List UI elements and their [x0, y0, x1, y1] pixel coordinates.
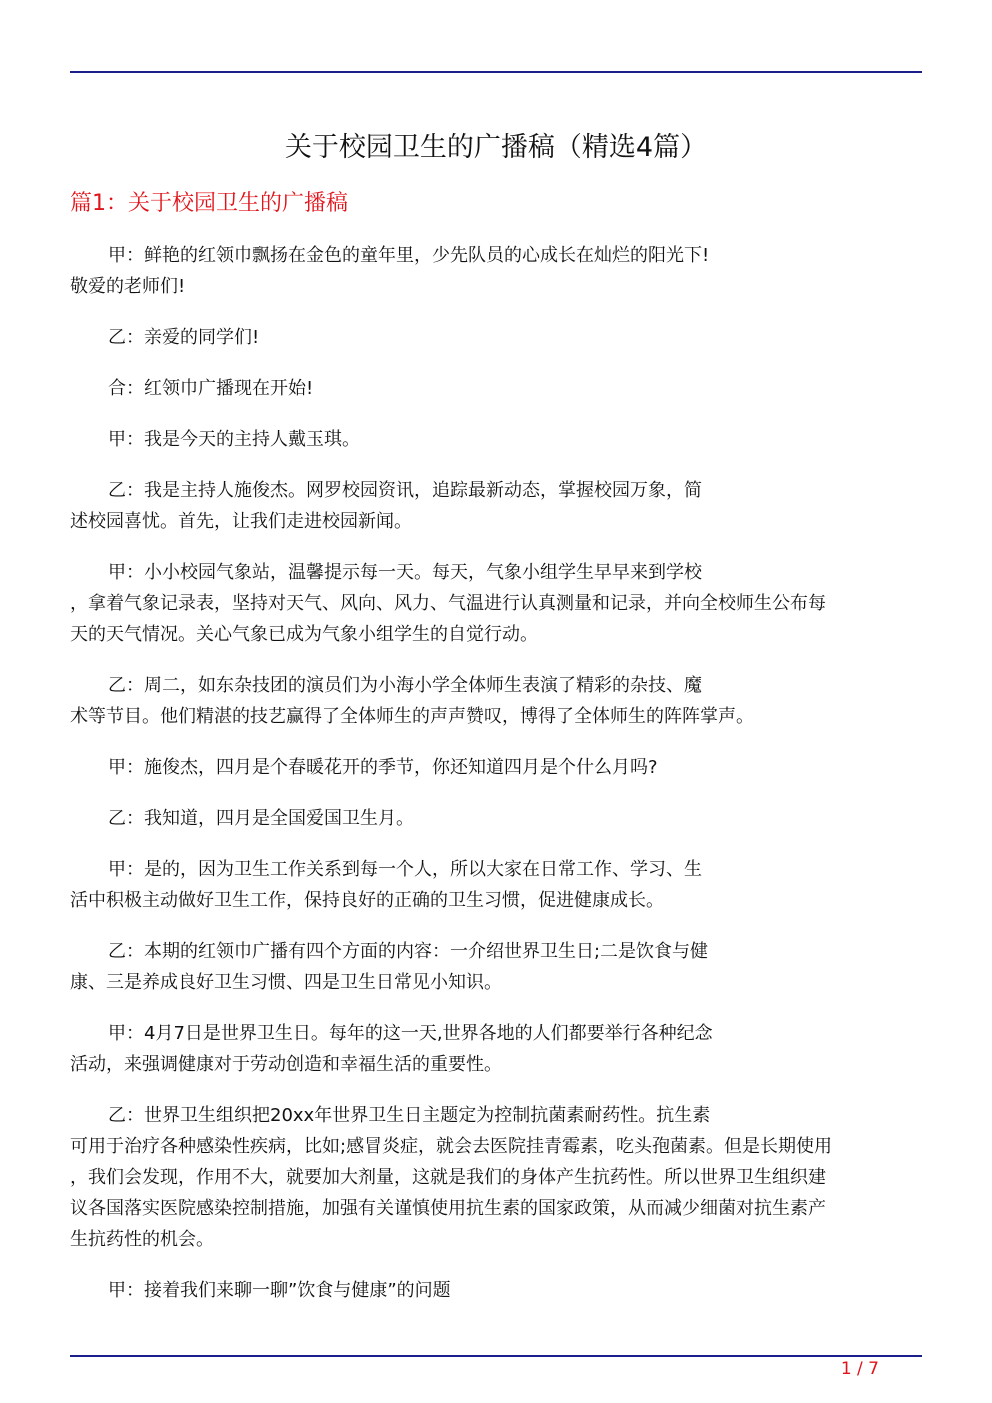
paragraph-line: 合：红领巾广播现在开始! — [108, 378, 314, 399]
paragraph — [70, 1018, 922, 1080]
document-title: 关于校园卫生的广播稿（精选4篇） — [284, 132, 708, 163]
paragraph — [70, 752, 922, 783]
footer-rule — [70, 1355, 922, 1357]
paragraph-line: 术等节目。他们精湛的技艺赢得了全体师生的声声赞叹，博得了全体师生的阵阵掌声。 — [70, 706, 754, 727]
paragraph — [70, 322, 922, 353]
paragraph-line: 活动，来强调健康对于劳动创造和幸福生活的重要性。 — [70, 1054, 502, 1075]
paragraph-line: 甲：鲜艳的红领巾飘扬在金色的童年里，少先队员的心成长在灿烂的阳光下! — [108, 245, 710, 266]
paragraph — [70, 936, 922, 998]
paragraph-line: 乙：我知道，四月是全国爱国卫生月。 — [108, 808, 414, 829]
paragraph-line: ，拿着气象记录表，坚持对天气、风向、风力、气温进行认真测量和记录，并向全校师生公布每 — [70, 593, 826, 614]
paragraph-line: 生抗药性的机会。 — [70, 1229, 214, 1250]
paragraph — [70, 854, 922, 916]
paragraph-line: 议各国落实医院感染控制措施，加强有关谨慎使用抗生素的国家政策，从而减少细菌对抗生素产 — [70, 1198, 826, 1219]
paragraph-line: 康、三是养成良好卫生习惯、四是卫生日常见小知识。 — [70, 972, 502, 993]
paragraph — [70, 240, 922, 302]
section-heading: 篇1：关于校园卫生的广播稿 — [70, 191, 348, 216]
paragraph-line: 甲：接着我们来聊一聊”饮食与健康”的问题 — [108, 1280, 451, 1301]
paragraph-line: 天的天气情况。关心气象已成为气象小组学生的自觉行动。 — [70, 624, 538, 645]
paragraph-line: 述校园喜忧。首先，让我们走进校园新闻。 — [70, 511, 412, 532]
paragraph — [70, 1100, 922, 1255]
page-indicator: 1 / 7 — [840, 1359, 879, 1379]
paragraph — [70, 475, 922, 537]
paragraph — [70, 670, 922, 732]
paragraph-line: 甲：施俊杰，四月是个春暖花开的季节，你还知道四月是个什么月吗? — [108, 757, 658, 778]
paragraph — [70, 424, 922, 455]
header-rule — [70, 71, 922, 73]
paragraph-line: 甲：我是今天的主持人戴玉琪。 — [108, 429, 360, 450]
paragraph-line: 乙：周二，如东杂技团的演员们为小海小学全体师生表演了精彩的杂技、魔 — [108, 675, 702, 696]
paragraph-line: 乙：世界卫生组织把20xx年世界卫生日主题定为控制抗菌素耐药性。抗生素 — [108, 1105, 711, 1126]
paragraph — [70, 557, 922, 650]
paragraph-line: 敬爱的老师们! — [70, 276, 186, 297]
paragraph-line: ，我们会发现，作用不大，就要加大剂量，这就是我们的身体产生抗药性。所以世界卫生组织建 — [70, 1167, 826, 1188]
paragraph — [70, 373, 922, 404]
paragraph-line: 乙：本期的红领巾广播有四个方面的内容：一介绍世界卫生日;二是饮食与健 — [108, 941, 709, 962]
paragraph-line: 可用于治疗各种感染性疾病，比如;感冒炎症，就会去医院挂青霉素，吃头孢菌素。但是长期使用 — [70, 1136, 833, 1157]
paragraph-line: 甲：是的，因为卫生工作关系到每一个人，所以大家在日常工作、学习、生 — [108, 859, 702, 880]
paragraph-line: 乙：亲爱的同学们! — [108, 327, 260, 348]
paragraph-line: 甲：4月7日是世界卫生日。每年的这一天,世界各地的人们都要举行各种纪念 — [108, 1023, 713, 1044]
document-body — [70, 240, 922, 1326]
paragraph-line: 乙：我是主持人施俊杰。网罗校园资讯，追踪最新动态，掌握校园万象，简 — [108, 480, 702, 501]
paragraph — [70, 1275, 922, 1306]
paragraph — [70, 803, 922, 834]
paragraph-line: 甲：小小校园气象站，温馨提示每一天。每天，气象小组学生早早来到学校 — [108, 562, 702, 583]
paragraph-line: 活中积极主动做好卫生工作，保持良好的正确的卫生习惯，促进健康成长。 — [70, 890, 664, 911]
